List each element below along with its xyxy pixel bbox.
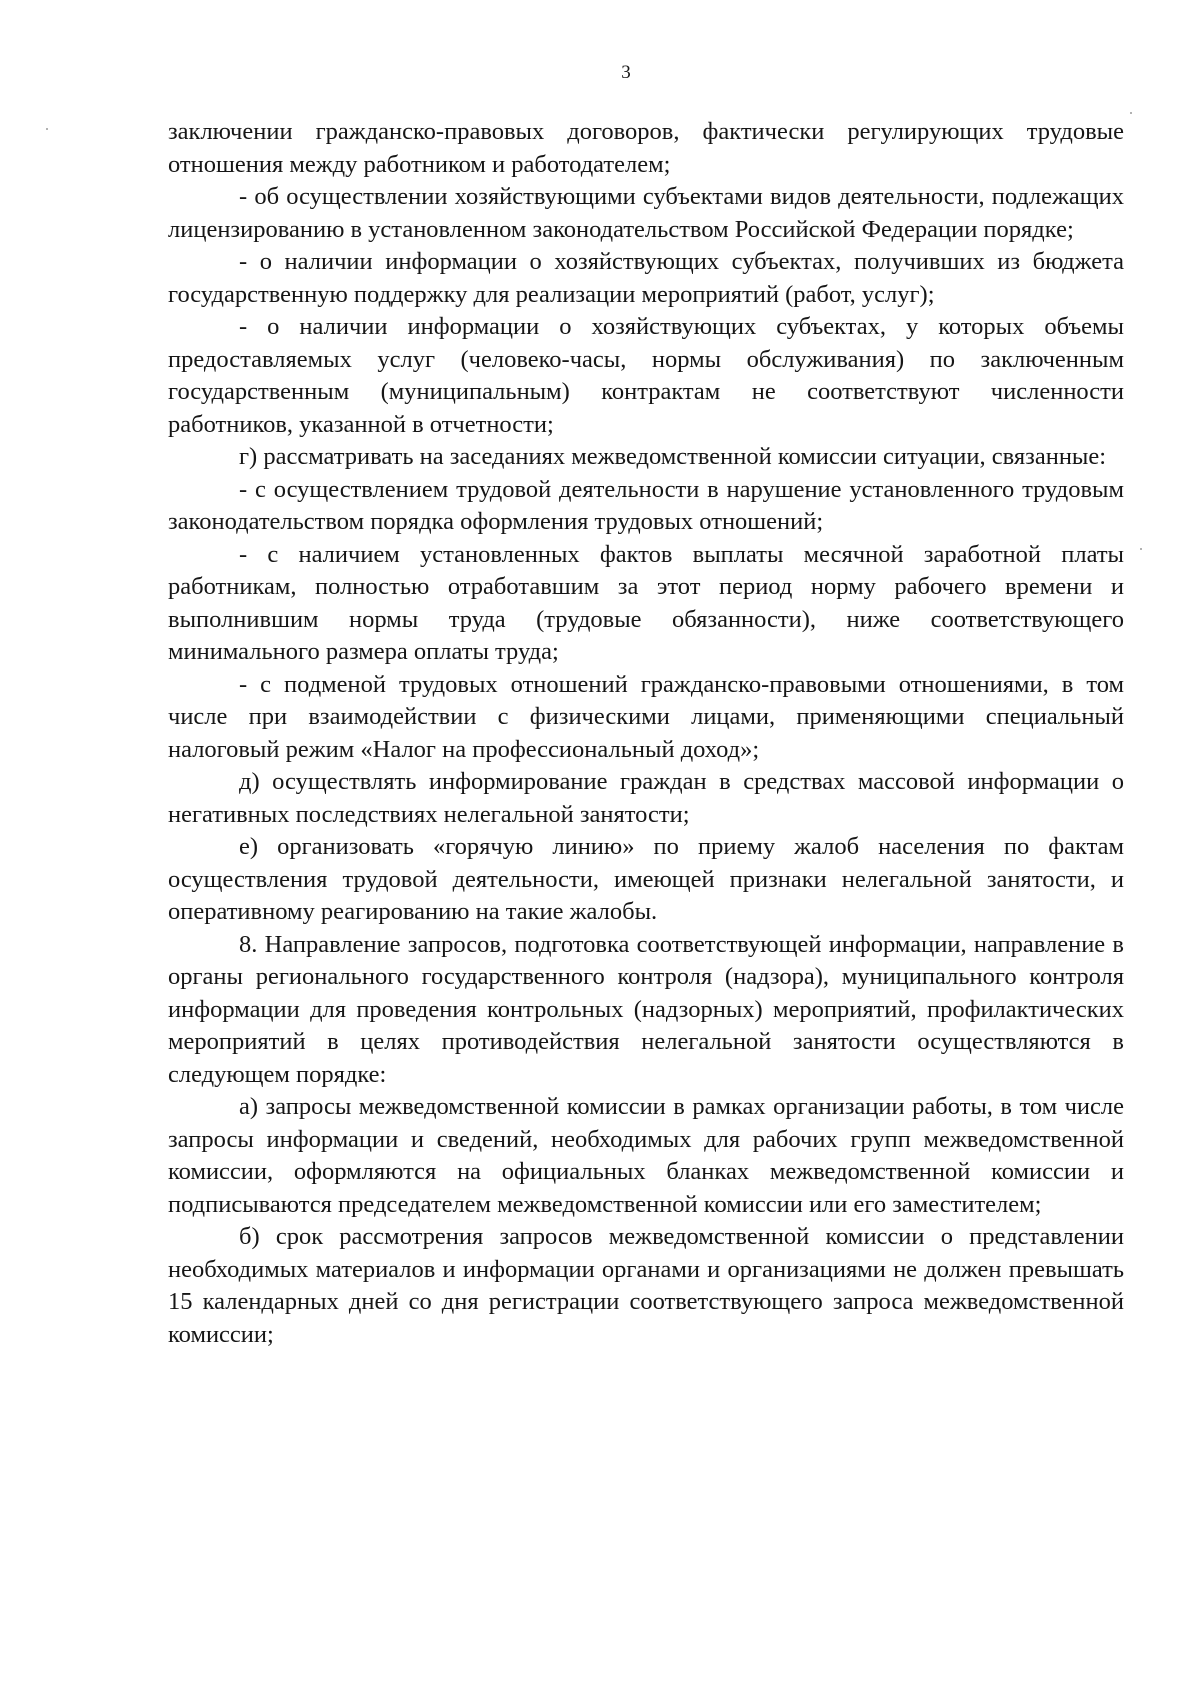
paragraph-item-d: д) осуществлять информирование граждан в средствах массовой информации о негативных последствиях нелегальной занятости; bbox=[168, 768, 1124, 828]
paragraph-state-support: - о наличии информации о хозяйствующих субъектах, получивших из бюджета государственную поддержку для реализации мероприятий (работ, услуг); bbox=[168, 248, 1124, 308]
scan-speck bbox=[1130, 112, 1132, 114]
paragraph-item-b: б) срок рассмотрения запросов межведомственной комиссии о представлении необходимых материалов и информации органами и организациями не должен превышать 15 календарных дней со дня регистрации соответствующего запроса межведомственной комиссии; bbox=[168, 1223, 1124, 1348]
paragraph-item-g: г) рассматривать на заседаниях межведомственной комиссии ситуации, связанные: bbox=[239, 443, 1107, 470]
paragraph-section-8: 8. Направление запросов, подготовка соответствующей информации, направление в органы регионального государственного контроля (надзора), муниципального контроля информации для проведения контрольных (надзорных) мероприятий, профилактических мероприятий в целях противодействия нелегальной занятости осуществляются в следующем порядке: bbox=[168, 930, 1124, 1088]
paragraph-continuation: заключении гражданско-правовых договоров, фактически регулирующих трудовые отношения между работником и работодателем; bbox=[168, 118, 1124, 178]
paragraph-labor-violation: - с осуществлением трудовой деятельности в нарушение установленного трудовым законодательством порядка оформления трудовых отношений; bbox=[168, 475, 1124, 535]
page-number: 3 bbox=[621, 62, 631, 83]
paragraph-item-e: е) организовать «горячую линию» по приему жалоб населения по фактам осуществления трудовой деятельности, имеющей признаки нелегальной занятости, и оперативному реагированию на такие жалобы. bbox=[168, 833, 1124, 925]
paragraph-substitution: - с подменой трудовых отношений гражданско-правовыми отношениями, в том числе при взаимодействии с физическими лицами, применяющими специальный налоговый режим «Налог на профессиональный доход»; bbox=[168, 670, 1124, 763]
scan-speck bbox=[46, 128, 48, 130]
paragraph-service-volumes: - о наличии информации о хозяйствующих субъектах, у которых объемы предоставляемых услуг (человеко-часы, нормы обслуживания) по заключенным государственным (муниципальным) контрактам не соответствуют численности работников, указанной в отчетности; bbox=[168, 313, 1124, 438]
paragraph-minimum-wage: - с наличием установленных фактов выплаты месячной заработной платы работникам, полностью отработавшим за этот период норму рабочего времени и выполнившим нормы труда (трудовые обязанности), ниже соответствующего минимального размера оплаты труда; bbox=[168, 540, 1124, 665]
scan-speck bbox=[1140, 548, 1142, 550]
paragraph-licensing: - об осуществлении хозяйствующими субъектами видов деятельности, подлежащих лицензированию в установленном законодательством Российской Федерации порядке; bbox=[168, 183, 1124, 243]
paragraph-item-a: а) запросы межведомственной комиссии в рамках организации работы, в том числе запросы информации и сведений, необходимых для рабочих групп межведомственной комиссии, оформляются на официальных бланках межведомственной комиссии и подписываются председателем межведомственной комиссии или его заместителем; bbox=[168, 1093, 1124, 1218]
document-body bbox=[168, 116, 1124, 1351]
